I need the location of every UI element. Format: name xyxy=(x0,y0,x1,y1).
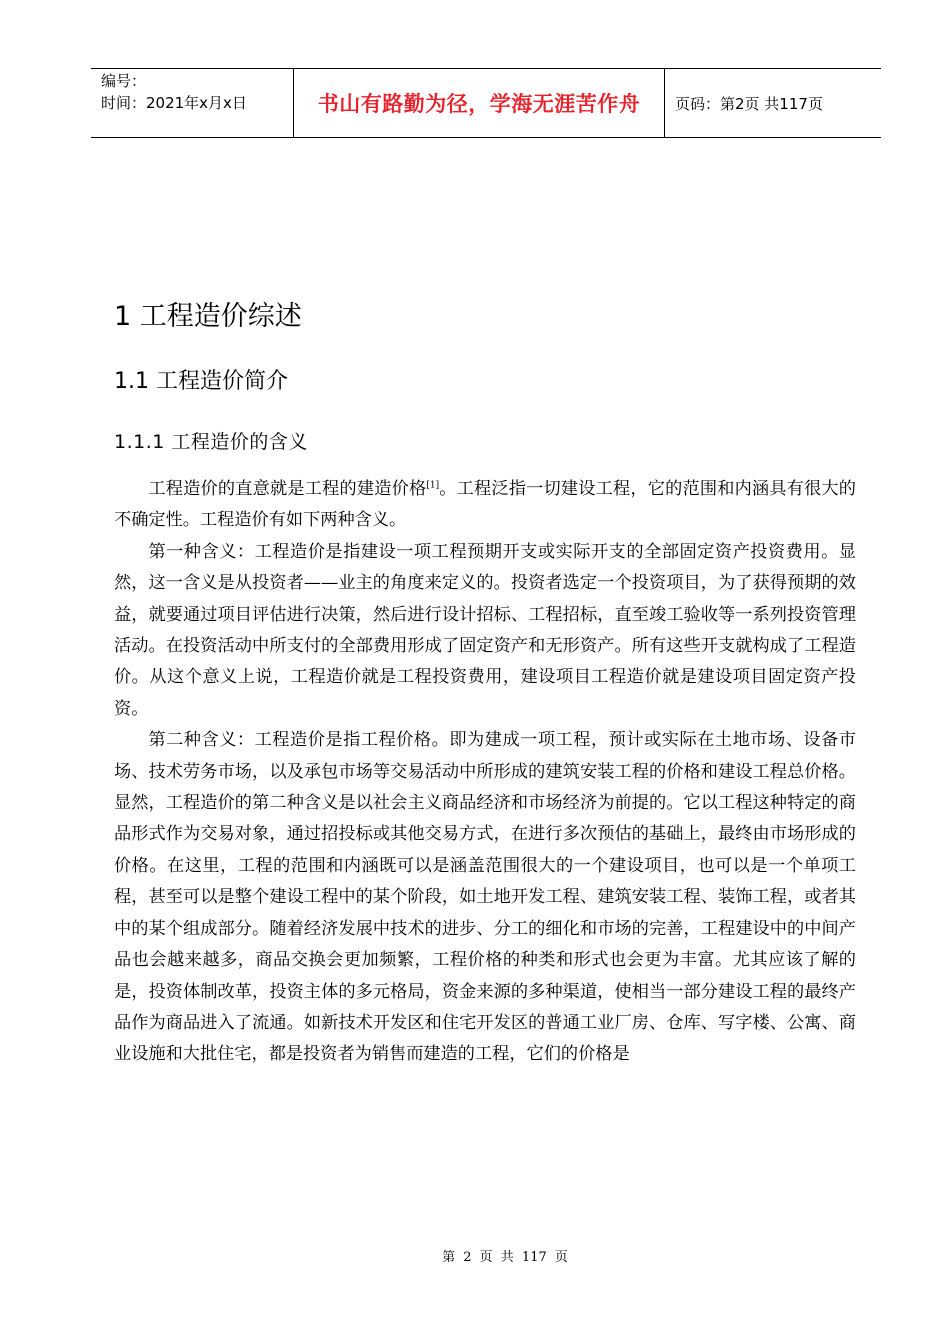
section-heading: 1.1 工程造价简介 xyxy=(114,369,288,394)
document-number-label: 编号： xyxy=(101,72,147,90)
paragraph-1-end: 。工程泛指一切建设工程，它的范围和内涵具有很大的不确定性。工程造价有如下两种含义。 xyxy=(114,479,856,531)
header-page-cell xyxy=(665,69,881,137)
paragraph-1-start: 工程造价的直意就是工程的建造价格 xyxy=(148,479,427,499)
subsection-heading: 1.1.1 工程造价的含义 xyxy=(114,431,308,453)
page-footer: 第 2 页 共 117 页 xyxy=(442,1250,568,1265)
paragraph-2: 第一种含义：工程造价是指建设一项工程预期开支或实际开支的全部固定资产投资费用。显然，这一含义是从投资者——业主的角度来定义的。投资者选定一个投资项目，为了获得预期的效益，就要通过项目评估进行决策，然后进行设计招标、工程招标，直至竣工验收等一系列投资管理活动。在投资活动中所支付的全部费用形成了固定资产和无形资产。所有这些开支就构成了工程造价。从这个意义上说，工程造价就是工程投资费用，建设项目工程造价就是建设项目固定资产投资。 xyxy=(114,541,856,719)
paragraph-3: 第二种含义：工程造价是指工程价格。即为建成一项工程，预计或实际在土地市场、设备市场、技术劳务市场，以及承包市场等交易活动中所形成的建筑安装工程的价格和建设工程总价格。显然，工程造价的第二种含义是以社会主义商品经济和市场经济为前提的。它以工程这种特定的商品形式作为交易对象，通过招投标或其他交易方式，在进行多次预估的基础上，最终由市场形成的价格。在这里，工程的范围和内涵既可以是涵盖范围很大的一个建设项目，也可以是一个单项工程，甚至可以是整个建设工程中的某个阶段，如土地开发工程、建筑安装工程、装饰工程，或者其中的某个组成部分。随着经济发展中技术的进步、分工的细化和市场的完善，工程建设中的中间产品也会越来越多，商品交换会更加频繁，工程价格的种类和形式也会更为丰富。尤其应该了解的是，投资体制改革，投资主体的多元格局，资金来源的多种渠道，使相当一部分建设工程的最终产品作为商品进入了流通。如新技术开发区和住宅开发区的普通工业厂房、仓库、写字楼、公寓、商业设施和大批住宅，都是投资者为销售而建造的工程，它们的价格是 xyxy=(114,730,856,1065)
header-motto-cell xyxy=(293,69,665,137)
header-page-info: 页码：第2页 共117页 xyxy=(675,94,823,113)
header-motto: 书山有路勤为径，学海无涯苦作舟 xyxy=(317,92,641,116)
body-text xyxy=(114,474,856,1071)
page-header xyxy=(91,68,881,138)
header-info-cell xyxy=(91,69,293,137)
document-time-label: 时间：2021年x月x日 xyxy=(101,94,247,112)
chapter-heading: 1 工程造价综述 xyxy=(114,301,302,332)
paragraph-1 xyxy=(114,474,856,537)
citation-ref: [1] xyxy=(426,480,440,491)
